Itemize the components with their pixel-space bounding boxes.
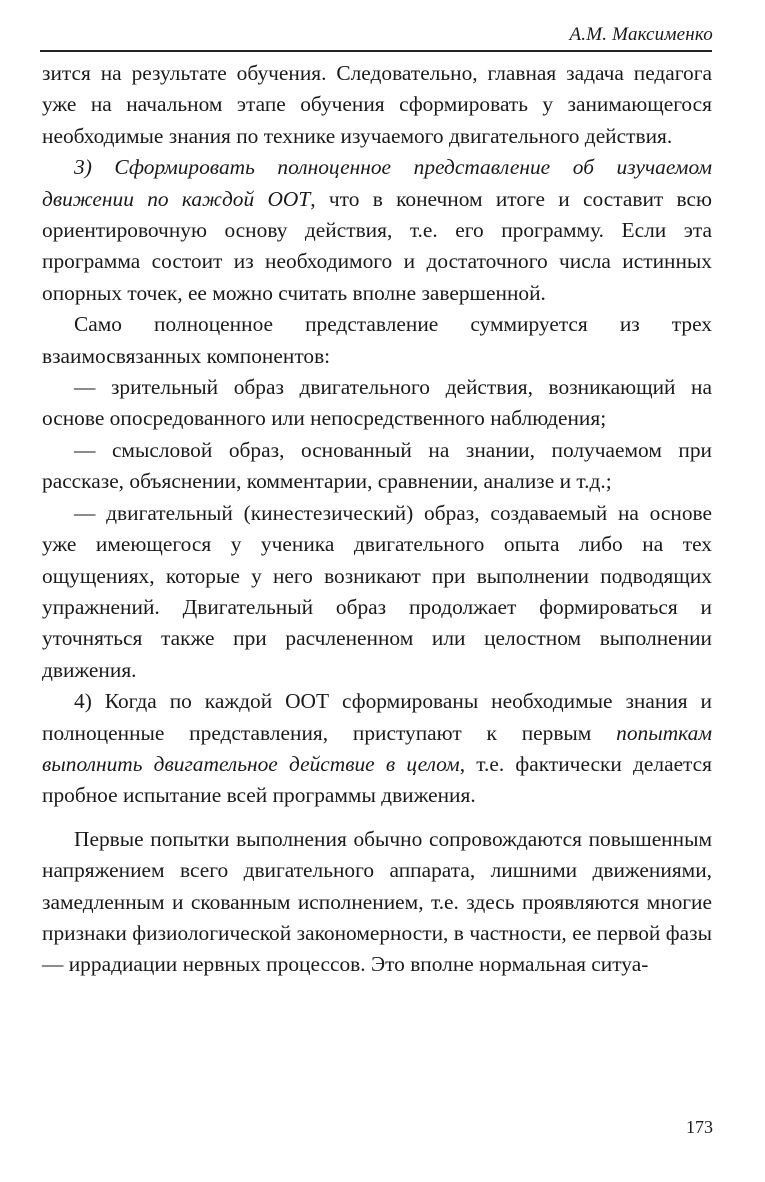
paragraph-item-3 (42, 152, 712, 309)
emphasis-text: 3) Сформировать полноценное представление об изучаемом движении по каждой ООТ (42, 155, 712, 211)
paragraph-text: Само полноценное представление суммируется из трех взаимосвязанных компонентов: (42, 312, 712, 368)
list-item-semantic-image (42, 435, 712, 498)
page-number: 173 (686, 1117, 713, 1137)
list-item-motor-image (42, 498, 712, 686)
running-head: А.М. Максименко (569, 24, 713, 45)
list-item-visual-image (42, 372, 712, 435)
paragraph-first-attempts (42, 824, 712, 981)
paragraph-text: — смысловой образ, основанный на знании, получаемом при рассказе, объяснении, комментарии, сравнении, анализе и т.д.; (42, 437, 712, 494)
paragraph-text: Первые попытки выполнения обычно сопровождаются повышенным напряжением всего двигательного аппарата, лишними движениями, замедленным и скованным исполнением, т.е. здесь проявляются многие признаки физиологической закономерности, в частности, ее первой фазы — иррадиации нервных процессов. Это вполне нормальная ситуа- (42, 826, 712, 977)
paragraph-text: зится на результате обучения. Следовательно, главная задача педагога уже на начальном этапе обучения сформировать у занимающегося необходимые знания по технике изучаемого двигательного действия. (42, 61, 712, 148)
body-text (42, 58, 712, 981)
paragraph-text: 4) Когда по каждой ООТ сформированы необходимые знания и полноценные представления, приступают к первым (42, 689, 712, 745)
header-rule (40, 50, 712, 52)
paragraph-components-intro (42, 309, 712, 372)
paragraph-text: , что в конечном итоге и составит всю ориентировочную основу действия, т.е. его программу. Если эта программа состоит из необходимого и достаточного числа истинных опорных точек, ее можно считать вполне завершенной. (42, 186, 712, 305)
paragraph-text: — зрительный образ двигательного действия, возникающий на основе опосредованного или непосредственного наблюдения; (42, 375, 712, 431)
paragraph-continuation (42, 58, 712, 152)
paragraph-item-4 (42, 686, 712, 812)
emphasis-text: попыткам выполнить двигательное действие в целом (42, 720, 712, 776)
paragraph-text: , т.е. фактически делается пробное испытание всей программы движения. (42, 751, 713, 808)
paragraph-text: — двигательный (кинестезический) образ, создаваемый на основе уже имеющегося у ученика двигательного опыта либо на тех ощущениях, которые у него возникают при выполнении подводящих упражнений. Двигательный образ продолжает формироваться и уточняться также при расчлененном или целостном выполнении движения. (42, 500, 712, 682)
